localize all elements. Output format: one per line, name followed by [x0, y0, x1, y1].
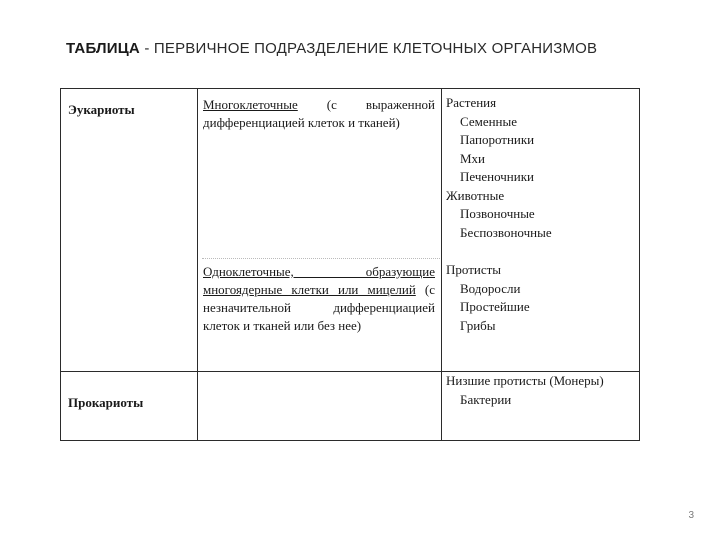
table-border-left: [60, 88, 61, 440]
eukaryotes-header: Эукариоты: [68, 102, 135, 117]
unicellular-term: Одноклеточные, образующие многоядерные клетки или мицелий: [203, 264, 435, 297]
table-border-bottom: [60, 440, 640, 441]
unicellular-desc: (с незначительной дифференциацией клеток и тканей или без нее): [203, 282, 435, 333]
list-item: Печеночники: [460, 169, 534, 184]
list-item: Беспозвоночные: [460, 224, 552, 240]
unicellular-groups: [446, 261, 530, 335]
multicellular-term: Многоклеточные: [203, 97, 298, 112]
multicellular-groups: [446, 94, 552, 242]
lower-protists-label: Низшие протисты (Монеры): [446, 373, 604, 388]
list-item: Грибы: [460, 317, 496, 333]
multicellular-desc: (с выраженной дифференциацией клеток и тканей): [203, 97, 435, 130]
table-title: [66, 40, 597, 58]
prokaryote-groups: [446, 372, 634, 409]
col-divider-1: [197, 88, 198, 440]
classification-table: [60, 88, 640, 440]
title-rest: - ПЕРВИЧНОЕ ПОДРАЗДЕЛЕНИЕ КЛЕТОЧНЫХ ОРГАНИЗМОВ: [139, 40, 598, 57]
sub-row-divider: [202, 258, 442, 259]
list-item: Бактерии: [460, 391, 512, 407]
multicellular-description: [203, 96, 435, 132]
title-bold: ТАБЛИЦА: [66, 40, 140, 57]
table-border-top: [60, 88, 640, 89]
list-item: Мхи: [460, 150, 486, 166]
list-item: Папоротники: [460, 132, 535, 147]
animals-label: Животные: [446, 187, 505, 203]
protists-label: Протисты: [446, 262, 502, 277]
list-item: Позвоночные: [460, 206, 535, 221]
page-number: 3: [688, 510, 694, 521]
unicellular-description: [203, 263, 435, 335]
list-item: Водоросли: [460, 280, 521, 296]
list-item: Семенные: [460, 113, 518, 129]
prokaryotes-header: Прокариоты: [68, 395, 144, 410]
plants-label: Растения: [446, 95, 497, 110]
list-item: Простейшие: [460, 299, 530, 314]
table-border-right: [639, 88, 640, 440]
col-divider-2: [441, 88, 442, 440]
